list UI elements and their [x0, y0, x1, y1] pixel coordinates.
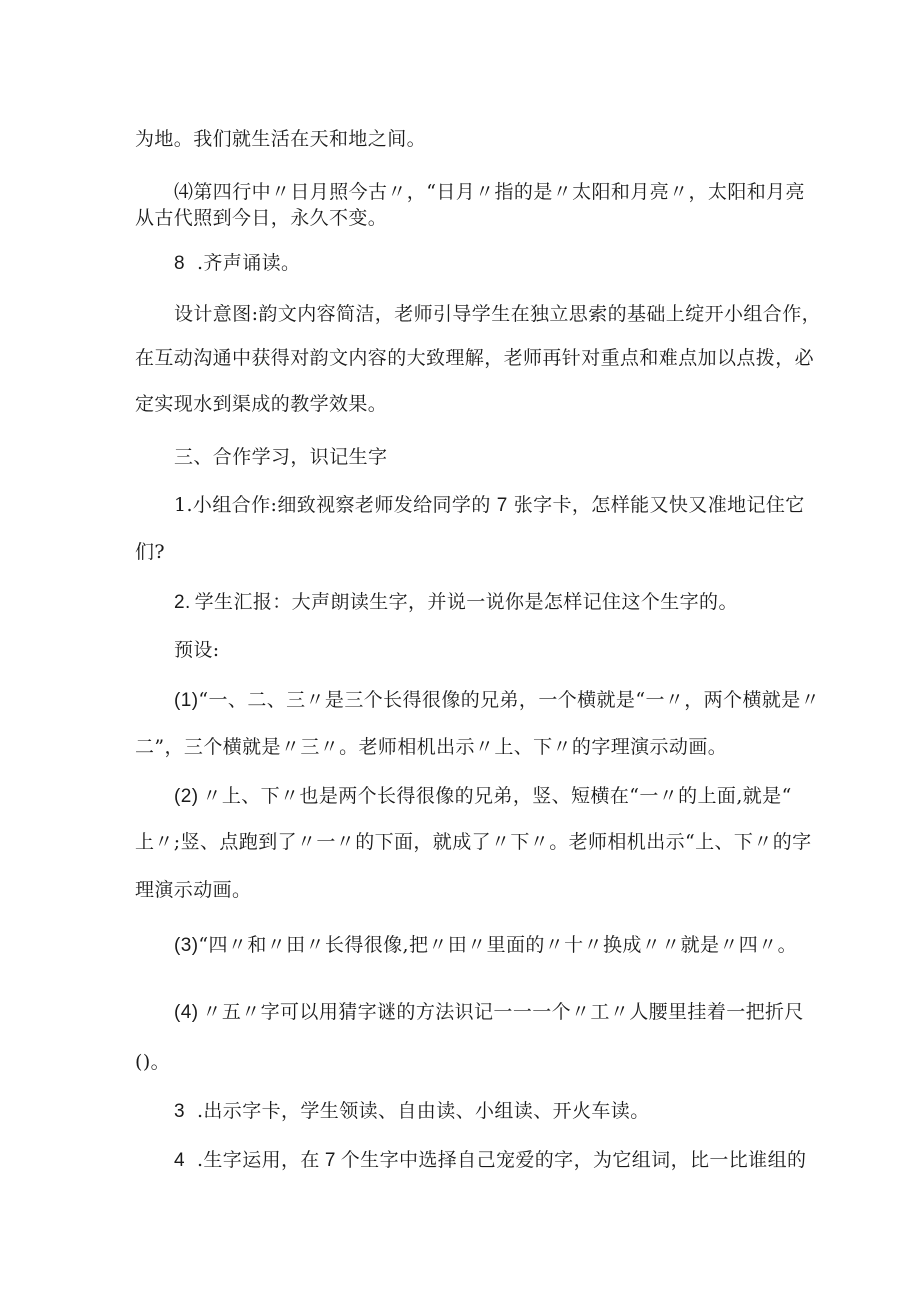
list-number: 2. [174, 592, 191, 613]
paragraph-line: 在互动沟通中获得对韵文内容的大致理解，老师再针对重点和难点加以点拨，必 [135, 347, 815, 369]
sub-item-2: (2) 〃上、下〃也是两个长得很像的兄弟，竖、短横在“一〃的上面,就是“ [174, 785, 792, 807]
paragraph-line: 定实现水到渠成的教学效果。 [135, 393, 388, 415]
list-number: 8 [174, 253, 185, 274]
list-number: 4 [174, 1150, 185, 1171]
paragraph-line: ()。 [135, 1051, 171, 1073]
list-item-4: 4 .生字运用，在 7 个生字中选择自己宠爱的字，为它组词，比一比谁组的 [174, 1149, 807, 1171]
list-number: (3) [174, 935, 199, 956]
paragraph-line: 设计意图:韵文内容简洁，老师引导学生在独立思索的基础上绽开小组合作， [174, 303, 822, 325]
list-item-3: 3 .出示字卡，学生领读、自由读、小组读、开火车读。 [174, 1100, 650, 1122]
paragraph-line: 二”，三个横就是〃三〃。老师相机出示〃上、下〃的字理演示动画。 [135, 736, 728, 758]
paragraph-line: 预设: [174, 639, 220, 661]
paragraph-line: ⑷第四行中〃日月照今古〃，“日月〃指的是〃太阳和月亮〃，太阳和月亮 [174, 181, 805, 203]
paragraph-line: 为地。我们就生活在天和地之间。 [135, 128, 427, 150]
sub-item-3: (3)“四〃和〃田〃长得很像,把〃田〃里面的〃十〃换成〃〃就是〃四〃。 [174, 934, 797, 956]
section-heading: 三、合作学习，识记生字 [174, 446, 388, 468]
paragraph-line: 上〃;竖、点跑到了〃一〃的下面，就成了〃下〃。老师相机出示“上、下〃的字 [135, 831, 812, 853]
paragraph-line: 从古代照到今日，永久不变。 [135, 207, 388, 229]
list-number: (1) [174, 690, 199, 711]
list-number: (2) [174, 786, 199, 807]
list-number: (4) [174, 1002, 199, 1023]
list-number: 7 [496, 495, 508, 516]
list-item-2: 2. 学生汇报：大声朗读生字，并说一说你是怎样记住这个生字的。 [174, 591, 738, 613]
list-item-1: 1.小组合作:细致视察老师发给同学的 7 张字卡，怎样能又快又准地记住它 [174, 494, 805, 516]
sub-item-4: (4) 〃五〃字可以用猜字谜的方法识记一一一个〃工〃人腰里挂着一把折尺 [174, 1001, 804, 1023]
sub-item-1: (1)“一、二、三〃是三个长得很像的兄弟，一个横就是“一〃，两个横就是〃 [174, 689, 821, 711]
list-number: 3 [174, 1101, 185, 1122]
list-number: 7 [324, 1150, 336, 1171]
list-item-8: 8 .齐声诵读。 [174, 252, 301, 274]
paragraph-line: 理演示动画。 [135, 879, 252, 901]
paragraph-line: 们? [135, 541, 165, 563]
